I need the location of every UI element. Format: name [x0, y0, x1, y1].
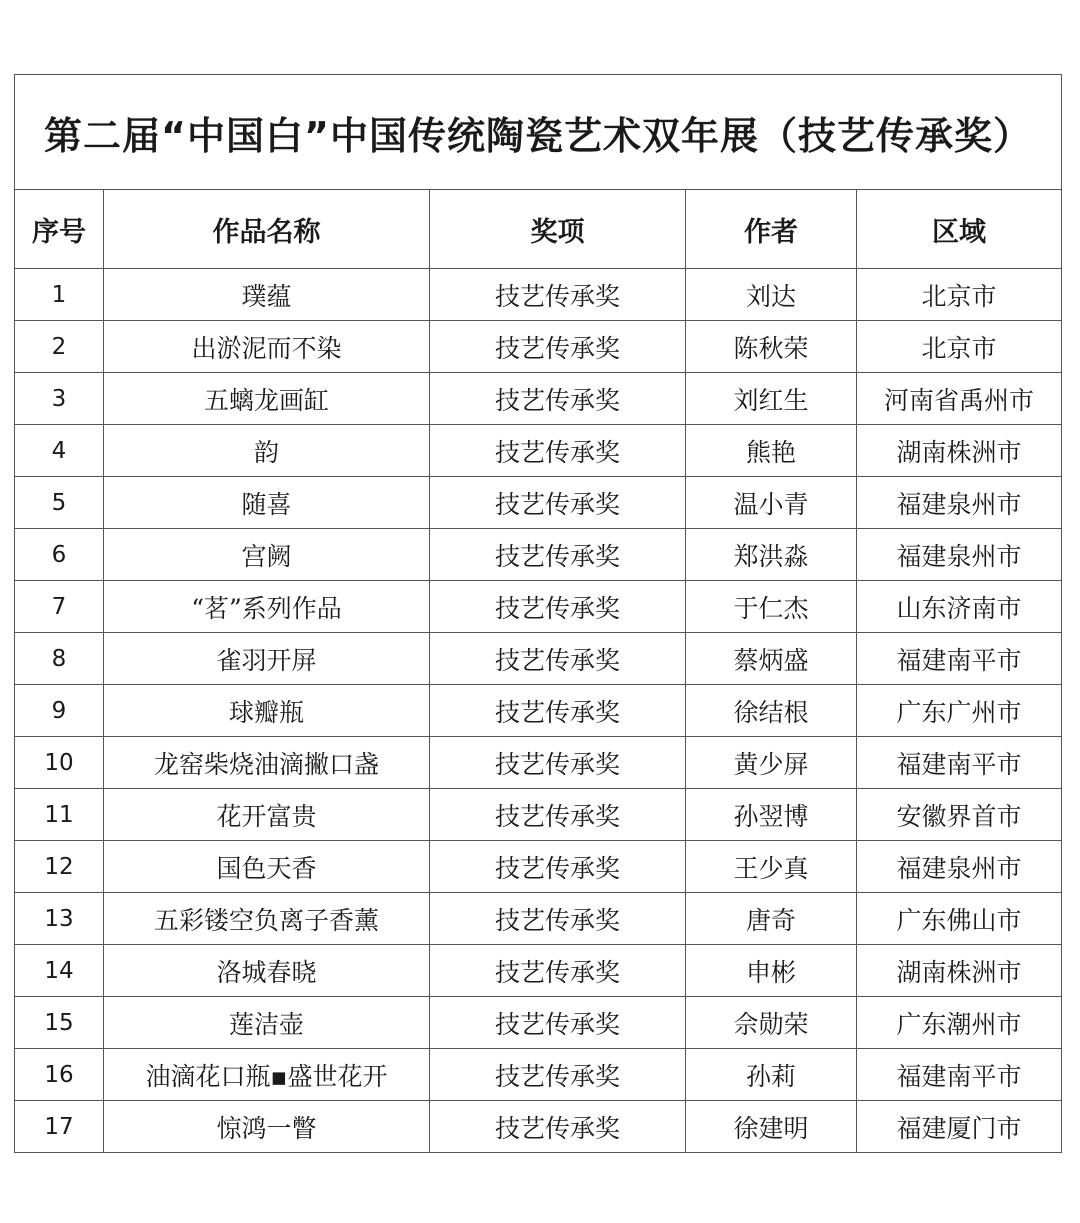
- table-row: [15, 685, 1062, 737]
- cell-work: 国色天香: [104, 841, 430, 893]
- cell-work: 随喜: [104, 477, 430, 529]
- cell-author: 孙翌博: [686, 789, 857, 841]
- cell-index: 8: [15, 633, 104, 685]
- cell-work: 洛城春晓: [104, 945, 430, 997]
- table-row: [15, 373, 1062, 425]
- cell-work: 韵: [104, 425, 430, 477]
- cell-author: 孙莉: [686, 1049, 857, 1101]
- cell-index: 3: [15, 373, 104, 425]
- cell-author: 郑洪淼: [686, 529, 857, 581]
- cell-award: 技艺传承奖: [430, 841, 686, 893]
- cell-index: 11: [15, 789, 104, 841]
- cell-work: 球瓣瓶: [104, 685, 430, 737]
- cell-work: 莲洁壶: [104, 997, 430, 1049]
- cell-author: 唐奇: [686, 893, 857, 945]
- cell-region: 安徽界首市: [857, 789, 1062, 841]
- table-row: [15, 737, 1062, 789]
- cell-work: 惊鸿一瞥: [104, 1101, 430, 1153]
- table-row: [15, 893, 1062, 945]
- cell-author: 熊艳: [686, 425, 857, 477]
- cell-region: 广东佛山市: [857, 893, 1062, 945]
- cell-award: 技艺传承奖: [430, 373, 686, 425]
- cell-award: 技艺传承奖: [430, 425, 686, 477]
- cell-work: 宫阙: [104, 529, 430, 581]
- cell-award: 技艺传承奖: [430, 997, 686, 1049]
- table-row: [15, 425, 1062, 477]
- title-row: [15, 75, 1062, 190]
- cell-region: 广东广州市: [857, 685, 1062, 737]
- cell-award: 技艺传承奖: [430, 893, 686, 945]
- cell-index: 14: [15, 945, 104, 997]
- cell-award: 技艺传承奖: [430, 1049, 686, 1101]
- cell-region: 福建泉州市: [857, 841, 1062, 893]
- header-work: 作品名称: [104, 190, 430, 269]
- cell-author: 刘达: [686, 269, 857, 321]
- cell-index: 13: [15, 893, 104, 945]
- cell-region: 福建泉州市: [857, 477, 1062, 529]
- cell-index: 10: [15, 737, 104, 789]
- cell-index: 6: [15, 529, 104, 581]
- cell-author: 黄少屏: [686, 737, 857, 789]
- cell-award: 技艺传承奖: [430, 789, 686, 841]
- table-row: [15, 997, 1062, 1049]
- cell-author: 王少真: [686, 841, 857, 893]
- cell-index: 17: [15, 1101, 104, 1153]
- award-table: [14, 74, 1062, 1153]
- cell-region: 福建厦门市: [857, 1101, 1062, 1153]
- table-row: [15, 1101, 1062, 1153]
- table-row: [15, 269, 1062, 321]
- table-row: [15, 529, 1062, 581]
- cell-index: 4: [15, 425, 104, 477]
- cell-author: 刘红生: [686, 373, 857, 425]
- cell-award: 技艺传承奖: [430, 685, 686, 737]
- cell-index: 12: [15, 841, 104, 893]
- cell-author: 温小青: [686, 477, 857, 529]
- cell-index: 15: [15, 997, 104, 1049]
- cell-region: 广东潮州市: [857, 997, 1062, 1049]
- table-row: [15, 321, 1062, 373]
- table-row: [15, 945, 1062, 997]
- header-region: 区域: [857, 190, 1062, 269]
- cell-region: 福建南平市: [857, 1049, 1062, 1101]
- header-award: 奖项: [430, 190, 686, 269]
- cell-index: 5: [15, 477, 104, 529]
- table-title: 第二届“中国白”中国传统陶瓷艺术双年展（技艺传承奖）: [15, 75, 1062, 190]
- cell-work: 出淤泥而不染: [104, 321, 430, 373]
- cell-award: 技艺传承奖: [430, 633, 686, 685]
- cell-award: 技艺传承奖: [430, 477, 686, 529]
- cell-work: 五彩镂空负离子香薰: [104, 893, 430, 945]
- cell-region: 湖南株洲市: [857, 425, 1062, 477]
- cell-author: 申彬: [686, 945, 857, 997]
- cell-work: 雀羽开屏: [104, 633, 430, 685]
- header-row: [15, 190, 1062, 269]
- cell-author: 陈秋荣: [686, 321, 857, 373]
- cell-region: 北京市: [857, 321, 1062, 373]
- table-row: [15, 1049, 1062, 1101]
- table-row: [15, 789, 1062, 841]
- cell-region: 福建南平市: [857, 737, 1062, 789]
- cell-index: 2: [15, 321, 104, 373]
- cell-index: 9: [15, 685, 104, 737]
- cell-work: 龙窑柴烧油滴撇口盏: [104, 737, 430, 789]
- cell-award: 技艺传承奖: [430, 737, 686, 789]
- header-index: 序号: [15, 190, 104, 269]
- cell-award: 技艺传承奖: [430, 581, 686, 633]
- cell-index: 7: [15, 581, 104, 633]
- table-row: [15, 477, 1062, 529]
- cell-award: 技艺传承奖: [430, 529, 686, 581]
- cell-award: 技艺传承奖: [430, 321, 686, 373]
- cell-author: 佘勋荣: [686, 997, 857, 1049]
- cell-award: 技艺传承奖: [430, 269, 686, 321]
- table-row: [15, 581, 1062, 633]
- cell-region: 福建南平市: [857, 633, 1062, 685]
- cell-award: 技艺传承奖: [430, 1101, 686, 1153]
- cell-work: 花开富贵: [104, 789, 430, 841]
- cell-author: 蔡炳盛: [686, 633, 857, 685]
- table-row: [15, 841, 1062, 893]
- cell-region: 北京市: [857, 269, 1062, 321]
- cell-work: 璞蕴: [104, 269, 430, 321]
- cell-author: 徐结根: [686, 685, 857, 737]
- cell-region: 山东济南市: [857, 581, 1062, 633]
- cell-author: 于仁杰: [686, 581, 857, 633]
- table-row: [15, 633, 1062, 685]
- cell-work: 五螭龙画缸: [104, 373, 430, 425]
- cell-region: 河南省禹州市: [857, 373, 1062, 425]
- header-author: 作者: [686, 190, 857, 269]
- cell-work: “茗”系列作品: [104, 581, 430, 633]
- cell-work: 油滴花口瓶▪盛世花开: [104, 1049, 430, 1101]
- cell-region: 湖南株洲市: [857, 945, 1062, 997]
- cell-author: 徐建明: [686, 1101, 857, 1153]
- cell-award: 技艺传承奖: [430, 945, 686, 997]
- cell-index: 16: [15, 1049, 104, 1101]
- cell-index: 1: [15, 269, 104, 321]
- cell-region: 福建泉州市: [857, 529, 1062, 581]
